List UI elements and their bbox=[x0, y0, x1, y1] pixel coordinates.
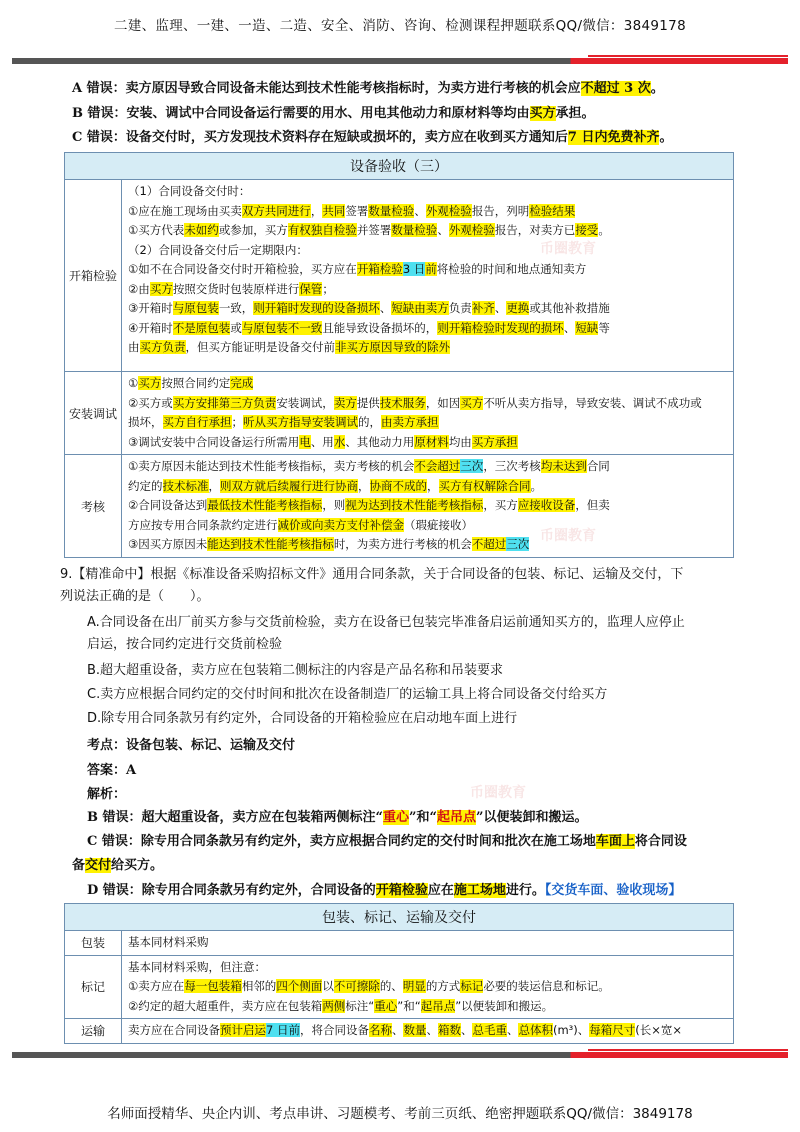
text: 不听从卖方指导，导致安装、调试不成功或 bbox=[483, 395, 702, 410]
highlight: 不可擦除 bbox=[333, 979, 380, 993]
text: 并签署 bbox=[356, 223, 392, 237]
text: 。 bbox=[650, 81, 664, 96]
highlight: 买方自行承担 bbox=[162, 415, 232, 429]
text: 以 bbox=[322, 979, 334, 993]
highlight: 视为达到技术性能考核指标 bbox=[345, 498, 484, 512]
text: 等 bbox=[598, 320, 610, 335]
text: 卖方应在合同设备 bbox=[128, 1023, 220, 1037]
text: 、 bbox=[563, 320, 576, 335]
page-footer: 名师面授精华、央企内训、考点串讲、习题模考、考前三页纸、绝密押题联系QQ/微信：3849178 bbox=[107, 1106, 693, 1122]
text: 基本同材料采购，但注意： bbox=[128, 959, 266, 974]
highlight: 检验结果 bbox=[529, 203, 576, 218]
text: 。 bbox=[598, 223, 610, 237]
row-category: 包装 bbox=[65, 931, 122, 956]
table-row bbox=[65, 1019, 734, 1044]
footer-divider bbox=[12, 1052, 788, 1058]
text: 由 bbox=[128, 340, 140, 354]
text: ，则 bbox=[322, 498, 346, 512]
text: 、 bbox=[414, 203, 426, 218]
text: 损坏， bbox=[128, 415, 163, 429]
error-line-a bbox=[72, 80, 762, 98]
watermark: 币圈教育 bbox=[470, 785, 526, 801]
text: 或参加，买方 bbox=[218, 223, 288, 237]
table-row bbox=[65, 180, 734, 372]
body-line bbox=[128, 535, 727, 555]
body-line bbox=[128, 319, 727, 339]
text: 均由 bbox=[448, 434, 472, 449]
highlight: 7 日内免费补齐 bbox=[567, 130, 660, 145]
text: ， bbox=[427, 478, 439, 493]
highlight: 每箱尺寸 bbox=[589, 1023, 636, 1037]
row-body bbox=[122, 455, 734, 558]
highlight: 起吊点 bbox=[436, 810, 476, 825]
highlight: 重心 bbox=[383, 810, 410, 825]
highlight: 起吊点 bbox=[420, 998, 456, 1013]
text: ②买方或 bbox=[128, 395, 173, 410]
text: C 错误：除专用合同条款另有约定外，卖方应根据合同约定的交付时间和批次在施工场地 bbox=[87, 834, 596, 849]
text: ②由 bbox=[128, 281, 150, 296]
text: ①买方代表 bbox=[128, 223, 185, 237]
body-line bbox=[128, 977, 727, 997]
row-category: 考核 bbox=[65, 455, 122, 558]
text: 、其他动力用 bbox=[345, 434, 415, 449]
text: ”以便装卸和搬运。 bbox=[476, 810, 588, 825]
error-line-b bbox=[72, 105, 762, 123]
text: (长×宽× bbox=[635, 1023, 683, 1037]
highlight: 最低技术性能考核指标 bbox=[207, 498, 323, 512]
question-stem bbox=[60, 566, 760, 606]
text: ① bbox=[128, 376, 139, 390]
text: 承担。 bbox=[555, 106, 595, 121]
text: 。 bbox=[530, 478, 542, 493]
text: 或其他补救措施 bbox=[529, 301, 610, 315]
highlight: 箱数 bbox=[437, 1023, 461, 1037]
error-line-c bbox=[72, 129, 762, 147]
highlight: 三次 bbox=[506, 537, 530, 551]
analysis-label: 解析： bbox=[87, 787, 127, 802]
text: 应在 bbox=[427, 883, 454, 898]
text: ； bbox=[231, 415, 243, 429]
text: A.合同设备在出厂前买方参与交货前检验，卖方在设备已包装完毕准备启运前通知买方的，监理人应停止 bbox=[87, 615, 685, 630]
highlight: 更换 bbox=[506, 301, 530, 315]
highlight: 不会超过 bbox=[414, 459, 461, 473]
table-row bbox=[65, 931, 734, 956]
text: B 错误：安装、调试中合同设备运行需要的用水、用电其他动力和原材料等均由 bbox=[72, 106, 530, 121]
text: 备 bbox=[72, 858, 86, 873]
highlight: 两侧 bbox=[322, 998, 346, 1013]
row-category: 运输 bbox=[65, 1019, 122, 1044]
highlight: 补齐 bbox=[471, 301, 495, 315]
highlight: 名称 bbox=[368, 1023, 392, 1037]
highlight: 不超过 bbox=[471, 537, 507, 551]
table-title: 设备验收（三） bbox=[65, 153, 734, 180]
text: ②约定的超大超重件，卖方应在包装箱 bbox=[128, 998, 323, 1013]
text: A 错误：卖方原因导致合同设备未能达到技术性能考核指标时，为卖方进行考核的机会应 bbox=[72, 81, 581, 96]
text: ，三次考核 bbox=[483, 459, 541, 473]
text: 启运，按合同约定进行交货前检验 bbox=[87, 637, 283, 652]
body-line bbox=[128, 241, 727, 261]
body-line bbox=[128, 477, 727, 497]
highlight: 短缺由卖方 bbox=[391, 301, 449, 315]
text: 、 bbox=[494, 301, 507, 315]
text: 报告，列明 bbox=[471, 203, 530, 218]
row-body bbox=[122, 955, 734, 1019]
option-d: D.除专用合同条款另有约定外，合同设备的开箱检验应在启动地车面上进行 bbox=[87, 711, 518, 726]
highlight: 买方 bbox=[529, 106, 556, 121]
highlight: 数量 bbox=[403, 1023, 427, 1037]
highlight: 则双方就后续履行进行协商 bbox=[220, 478, 358, 493]
explanation-c bbox=[72, 833, 777, 875]
text: 必要的装运信息和标记。 bbox=[483, 979, 610, 993]
table-row bbox=[65, 455, 734, 558]
page-header: 二建、监理、一建、一造、二造、安全、消防、咨询、检测课程押题联系QQ/微信：3849178 bbox=[114, 18, 686, 34]
text: ①如不在合同设备交付时开箱检验，买方应在 bbox=[128, 262, 357, 276]
body-line bbox=[128, 260, 727, 280]
text: 的、 bbox=[379, 979, 403, 993]
body-line bbox=[128, 457, 727, 477]
text: ③开箱时 bbox=[128, 301, 173, 315]
text: B 错误：超大超重设备，卖方应在包装箱两侧标注“ bbox=[87, 810, 383, 825]
highlight: 明显 bbox=[402, 979, 426, 993]
row-category: 安装调试 bbox=[65, 372, 122, 455]
text: （2）合同设备交付后一定期限内： bbox=[128, 242, 308, 257]
body-line bbox=[128, 433, 727, 453]
highlight: 不是原包装 bbox=[172, 320, 231, 335]
body-line bbox=[128, 958, 727, 978]
highlight: 电 bbox=[299, 434, 311, 449]
highlight: 买方 bbox=[149, 281, 173, 296]
text: 、 bbox=[506, 1023, 519, 1037]
watermark: 币圈教育 bbox=[540, 241, 596, 257]
highlight: 重心 bbox=[374, 998, 398, 1013]
highlight: 买方有权解除合同 bbox=[438, 478, 531, 493]
text: 签署 bbox=[345, 203, 369, 218]
highlight: 车面上 bbox=[595, 834, 635, 849]
text: D 错误：除专用合同条款另有约定外，合同设备的 bbox=[87, 883, 376, 898]
highlight: 总体积 bbox=[518, 1023, 553, 1037]
text: 标注“ bbox=[345, 998, 375, 1013]
highlight: 听从买方指导安装调试 bbox=[243, 415, 358, 429]
highlight: 双方共同进行 bbox=[241, 203, 311, 218]
highlight: 施工场地 bbox=[453, 883, 506, 898]
highlight: 买方 bbox=[138, 376, 162, 390]
body-line bbox=[128, 221, 727, 241]
text: 、 bbox=[437, 223, 449, 237]
text: 、用 bbox=[310, 434, 334, 449]
text: 的， bbox=[358, 415, 381, 429]
highlight: 3 日 bbox=[402, 262, 426, 276]
text: 合同 bbox=[586, 459, 610, 473]
body-line bbox=[128, 394, 727, 414]
option-a bbox=[87, 614, 777, 654]
highlight: 接受 bbox=[575, 223, 599, 237]
text: ①卖方应在 bbox=[128, 979, 185, 993]
explanation-b bbox=[87, 809, 777, 827]
text: ②合同设备达到 bbox=[128, 498, 208, 512]
text: （瑕疵接收） bbox=[404, 517, 473, 532]
highlight: 与原包装不一致 bbox=[241, 320, 323, 335]
highlight: 短缺 bbox=[575, 320, 599, 335]
text: C 错误：设备交付时，买方发现技术资料存在短缺或损坏的，卖方应在收到买方通知后 bbox=[72, 130, 568, 145]
text: ，将合同设备 bbox=[299, 1023, 369, 1037]
highlight: 数量检验 bbox=[391, 223, 438, 237]
text: 一致， bbox=[218, 301, 254, 315]
text: 提供 bbox=[356, 395, 380, 410]
text: ③因买方原因未 bbox=[128, 537, 208, 551]
text: 按照合同约定 bbox=[161, 376, 231, 390]
table-title: 包装、标记、运输及交付 bbox=[65, 904, 734, 931]
text: ”和“ bbox=[409, 810, 437, 825]
highlight: 应接收设备 bbox=[517, 498, 576, 512]
highlight: 不超过 3 次 bbox=[580, 81, 651, 96]
highlight: 技术标准 bbox=[162, 478, 209, 493]
text: ； bbox=[322, 281, 334, 296]
option-b: B.超大超重设备，卖方应在包装箱二侧标注的内容是产品名称和吊装要求 bbox=[87, 663, 504, 678]
note: 【交货车面、验收现场】 bbox=[544, 883, 682, 898]
text: ”以便装卸和搬运。 bbox=[455, 998, 554, 1013]
highlight: 则开箱检验时发现的损坏 bbox=[437, 320, 564, 335]
row-body bbox=[122, 1019, 734, 1044]
text: （1）合同设备交付时： bbox=[128, 184, 251, 198]
text: 列说法正确的是（ ）。 bbox=[60, 589, 210, 604]
text: ， bbox=[358, 478, 370, 493]
header-divider bbox=[12, 58, 788, 64]
highlight: 非买方原因导致的除外 bbox=[335, 340, 450, 354]
highlight: 买方安排第三方负责 bbox=[172, 395, 277, 410]
packaging-table bbox=[64, 903, 734, 1044]
text: 负责 bbox=[448, 301, 472, 315]
text: 将合同设 bbox=[634, 834, 687, 849]
highlight: 则开箱时发现的设备损坏 bbox=[253, 301, 380, 315]
text: 或 bbox=[230, 320, 242, 335]
highlight: 买方负责 bbox=[139, 340, 186, 354]
highlight: 7 日前 bbox=[266, 1023, 300, 1037]
highlight: 卖方 bbox=[333, 395, 357, 410]
acceptance-table bbox=[64, 152, 734, 558]
body-line bbox=[128, 997, 727, 1017]
text: 。 bbox=[659, 130, 673, 145]
body-line bbox=[128, 182, 727, 202]
text: ①卖方原因未能达到技术性能考核指标，卖方考核的机会 bbox=[128, 459, 415, 473]
text: ，但卖 bbox=[575, 498, 610, 512]
text: (m³)、 bbox=[552, 1023, 590, 1037]
row-category: 开箱检验 bbox=[65, 180, 122, 372]
text: 方应按专用合同条款约定进行 bbox=[128, 517, 278, 532]
text: 进行。 bbox=[505, 883, 545, 898]
highlight: 预计启运 bbox=[220, 1023, 266, 1037]
text: ，但买方能证明是设备交付前 bbox=[185, 340, 335, 354]
text: 且能导致设备损坏的， bbox=[322, 320, 438, 335]
row-category: 标记 bbox=[65, 955, 122, 1019]
body-line bbox=[128, 516, 727, 536]
highlight: 开箱检验 bbox=[356, 262, 403, 276]
highlight: 共同 bbox=[322, 203, 346, 218]
highlight: 前 bbox=[425, 262, 437, 276]
row-body: 基本同材料采购 bbox=[122, 931, 734, 956]
highlight: 原材料 bbox=[414, 434, 449, 449]
text: 约定的 bbox=[128, 478, 163, 493]
highlight: 协商不成的 bbox=[369, 478, 427, 493]
text: 、 bbox=[460, 1023, 473, 1037]
highlight: 交付 bbox=[85, 858, 112, 873]
highlight: 三次 bbox=[460, 459, 484, 473]
highlight: 与原包装 bbox=[172, 301, 219, 315]
text: ”和“ bbox=[397, 998, 421, 1013]
highlight: 外观检验 bbox=[448, 223, 495, 237]
text: ， bbox=[310, 203, 323, 218]
highlight: 由卖方承担 bbox=[381, 415, 439, 429]
answer: 答案：A bbox=[87, 763, 137, 778]
body-line bbox=[128, 413, 727, 433]
highlight: 买方 bbox=[460, 395, 484, 410]
highlight: 未如约 bbox=[184, 223, 219, 237]
text: 按照交货时包装原样进行 bbox=[172, 281, 300, 296]
highlight: 保管 bbox=[299, 281, 323, 296]
option-c: C.卖方应根据合同约定的交付时间和批次在设备制造厂的运输工具上将合同设备交付给买方 bbox=[87, 687, 608, 702]
highlight: 有权独自检验 bbox=[287, 223, 357, 237]
highlight: 技术服务 bbox=[379, 395, 426, 410]
highlight: 总毛重 bbox=[472, 1023, 507, 1037]
highlight: 四个侧面 bbox=[276, 979, 323, 993]
row-body bbox=[122, 180, 734, 372]
highlight: 买方承担 bbox=[471, 434, 518, 449]
highlight: 外观检验 bbox=[425, 203, 472, 218]
text: 、 bbox=[379, 301, 392, 315]
text: ①应在施工现场由买卖 bbox=[128, 203, 242, 218]
text: 、 bbox=[391, 1023, 404, 1037]
text: 报告，对卖方已 bbox=[494, 223, 576, 237]
text: ， bbox=[208, 478, 220, 493]
text: 安装调试， bbox=[276, 395, 334, 410]
highlight: 开箱检验 bbox=[375, 883, 428, 898]
body-line bbox=[128, 338, 727, 358]
text: ④开箱时 bbox=[128, 320, 173, 335]
explanation-d bbox=[87, 882, 777, 900]
highlight: 能达到技术性能考核指标 bbox=[207, 537, 334, 551]
highlight: 标记 bbox=[460, 979, 484, 993]
key-point: 考点：设备包装、标记、运输及交付 bbox=[87, 738, 296, 753]
text: 9.【精准命中】根据《标准设备采购招标文件》通用合同条款，关于合同设备的包装、标记、运输及交付，下 bbox=[60, 567, 684, 582]
highlight: 每一包装箱 bbox=[184, 979, 242, 993]
body-line bbox=[128, 299, 727, 319]
highlight: 减价或向卖方支付补偿金 bbox=[277, 517, 404, 532]
highlight: 完成 bbox=[230, 376, 254, 390]
table-row bbox=[65, 372, 734, 455]
body-line bbox=[128, 280, 727, 300]
highlight: 均未达到 bbox=[540, 459, 587, 473]
text: 给买方。 bbox=[111, 858, 164, 873]
text: 、 bbox=[426, 1023, 438, 1037]
table-row bbox=[65, 955, 734, 1019]
watermark: 币圈教育 bbox=[540, 528, 596, 544]
text: 相邻的 bbox=[241, 979, 277, 993]
highlight: 数量检验 bbox=[368, 203, 415, 218]
body-line bbox=[128, 374, 727, 394]
text: ，如因 bbox=[425, 395, 461, 410]
text: 将检验的时间和地点通知卖方 bbox=[436, 262, 587, 276]
text: ③调试安装中合同设备运行所需用 bbox=[128, 434, 300, 449]
text: 时，为卖方进行考核的机会 bbox=[333, 537, 472, 551]
text: ，买方 bbox=[483, 498, 518, 512]
text: 的方式 bbox=[425, 979, 461, 993]
body-line bbox=[128, 496, 727, 516]
highlight: 水 bbox=[333, 434, 346, 449]
row-body bbox=[122, 372, 734, 455]
body-line bbox=[128, 202, 727, 222]
